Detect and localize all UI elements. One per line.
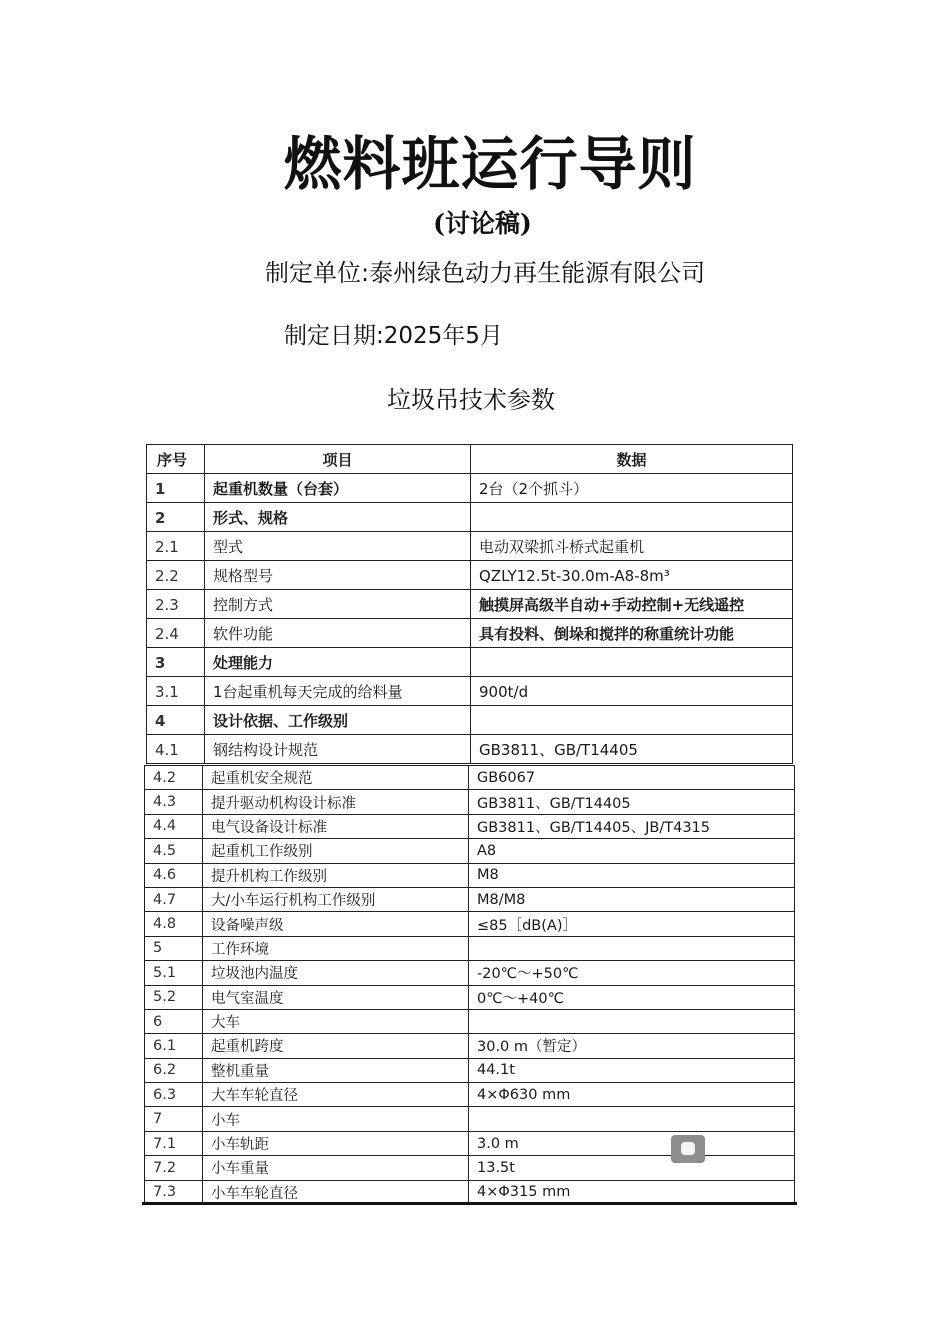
cell-no: 4 [147, 706, 205, 735]
cell-no: 5.2 [145, 985, 203, 1009]
cell-value: 44.1t [469, 1058, 795, 1082]
cell-value: A8 [469, 839, 795, 863]
cell-value: M8 [469, 863, 795, 887]
issuing-organization: 制定单位:泰州绿色动力再生能源有限公司 [265, 259, 706, 287]
cell-no: 4.6 [145, 863, 203, 887]
table-row [147, 474, 793, 503]
cell-item: 规格型号 [205, 561, 471, 590]
cell-no: 2 [147, 503, 205, 532]
table-row [147, 532, 793, 561]
cell-item: 1台起重机每天完成的给料量 [205, 677, 471, 706]
cell-no: 4.8 [145, 912, 203, 936]
camera-icon[interactable] [671, 1135, 705, 1163]
header-data: 数据 [471, 445, 793, 474]
cell-no: 6.1 [145, 1034, 203, 1058]
table-row [145, 1083, 795, 1107]
cell-no: 4.3 [145, 790, 203, 814]
table-row [145, 814, 795, 838]
table-row [147, 590, 793, 619]
table-row [145, 1180, 795, 1204]
table-row [145, 766, 795, 790]
table-row [145, 985, 795, 1009]
cell-item: 整机重量 [203, 1058, 469, 1082]
cell-item: 起重机跨度 [203, 1034, 469, 1058]
cell-no: 7 [145, 1107, 203, 1131]
cell-value: 电动双梁抓斗桥式起重机 [471, 532, 793, 561]
cell-no: 7.3 [145, 1180, 203, 1204]
table-row [147, 561, 793, 590]
cell-value [469, 1107, 795, 1131]
cell-no: 6 [145, 1009, 203, 1033]
cell-no: 4.1 [147, 735, 205, 764]
document-title: 燃料班运行导则 [283, 130, 697, 198]
cell-item: 电气设备设计标准 [203, 814, 469, 838]
header-item: 项目 [205, 445, 471, 474]
table-row [147, 619, 793, 648]
cell-value [469, 936, 795, 960]
cell-item: 垃圾池内温度 [203, 961, 469, 985]
table-row [147, 735, 793, 764]
header-no: 序号 [147, 445, 205, 474]
cell-value: 4×Φ630 mm [469, 1083, 795, 1107]
table-row [145, 887, 795, 911]
cell-value [471, 503, 793, 532]
cell-no: 2.1 [147, 532, 205, 561]
page-bottom-rule [142, 1202, 797, 1205]
table-row [147, 677, 793, 706]
cell-value: 3.0 m [469, 1131, 795, 1155]
cell-item: 小车轨距 [203, 1131, 469, 1155]
cell-no: 1 [147, 474, 205, 503]
table-row [145, 1034, 795, 1058]
cell-no: 7.2 [145, 1156, 203, 1180]
cell-value [471, 648, 793, 677]
cell-no: 2.3 [147, 590, 205, 619]
table-row [145, 839, 795, 863]
table-row [145, 961, 795, 985]
cell-value: 30.0 m（暂定） [469, 1034, 795, 1058]
cell-item: 提升机构工作级别 [203, 863, 469, 887]
table-row [147, 648, 793, 677]
cell-no: 3 [147, 648, 205, 677]
cell-item: 钢结构设计规范 [205, 735, 471, 764]
cell-value: GB6067 [469, 766, 795, 790]
cell-no: 4.7 [145, 887, 203, 911]
cell-value: 0℃～+40℃ [469, 985, 795, 1009]
cell-item: 起重机数量（台套） [205, 474, 471, 503]
cell-value [469, 1009, 795, 1033]
table-row [145, 790, 795, 814]
table-row [145, 912, 795, 936]
cell-no: 2.2 [147, 561, 205, 590]
spec-table-part1 [146, 444, 793, 764]
cell-value: QZLY12.5t-30.0m-A8-8m³ [471, 561, 793, 590]
cell-item: 设计依据、工作级别 [205, 706, 471, 735]
cell-item: 型式 [205, 532, 471, 561]
cell-value: 具有投料、倒垛和搅拌的称重统计功能 [471, 619, 793, 648]
cell-item: 控制方式 [205, 590, 471, 619]
cell-item: 提升驱动机构设计标准 [203, 790, 469, 814]
cell-item: 小车 [203, 1107, 469, 1131]
cell-item: 大车 [203, 1009, 469, 1033]
cell-no: 4.4 [145, 814, 203, 838]
cell-item: 小车重量 [203, 1156, 469, 1180]
table-row [145, 1009, 795, 1033]
cell-value: GB3811、GB/T14405、JB/T4315 [469, 814, 795, 838]
cell-item: 软件功能 [205, 619, 471, 648]
table-header-row [147, 445, 793, 474]
cell-value: ≤85［dB(A)］ [469, 912, 795, 936]
cell-value: 13.5t [469, 1156, 795, 1180]
cell-no: 6.3 [145, 1083, 203, 1107]
table-row [147, 706, 793, 735]
document-subtitle: (讨论稿) [433, 209, 532, 238]
cell-item: 处理能力 [205, 648, 471, 677]
cell-value: GB3811、GB/T14405 [471, 735, 793, 764]
cell-item: 工作环境 [203, 936, 469, 960]
cell-value: 900t/d [471, 677, 793, 706]
cell-no: 4.5 [145, 839, 203, 863]
cell-value: 4×Φ315 mm [469, 1180, 795, 1204]
cell-item: 小车车轮直径 [203, 1180, 469, 1204]
cell-no: 5.1 [145, 961, 203, 985]
cell-no: 5 [145, 936, 203, 960]
cell-value [471, 706, 793, 735]
cell-value: M8/M8 [469, 887, 795, 911]
cell-value: 2台（2个抓斗） [471, 474, 793, 503]
cell-item: 设备噪声级 [203, 912, 469, 936]
cell-item: 大车车轮直径 [203, 1083, 469, 1107]
cell-no: 6.2 [145, 1058, 203, 1082]
cell-value: GB3811、GB/T14405 [469, 790, 795, 814]
table-row [145, 1058, 795, 1082]
section-title: 垃圾吊技术参数 [387, 386, 555, 414]
cell-item: 形式、规格 [205, 503, 471, 532]
cell-item: 电气室温度 [203, 985, 469, 1009]
cell-no: 7.1 [145, 1131, 203, 1155]
table-row [145, 863, 795, 887]
cell-no: 3.1 [147, 677, 205, 706]
cell-item: 大/小车运行机构工作级别 [203, 887, 469, 911]
cell-no: 4.2 [145, 766, 203, 790]
cell-no: 2.4 [147, 619, 205, 648]
table-row [145, 936, 795, 960]
cell-value: -20℃～+50℃ [469, 961, 795, 985]
table-row [145, 1107, 795, 1131]
table-row [147, 503, 793, 532]
issue-date: 制定日期:2025年5月 [284, 323, 503, 349]
cell-item: 起重机工作级别 [203, 839, 469, 863]
cell-item: 起重机安全规范 [203, 766, 469, 790]
cell-value: 触摸屏高级半自动+手动控制+无线遥控 [471, 590, 793, 619]
